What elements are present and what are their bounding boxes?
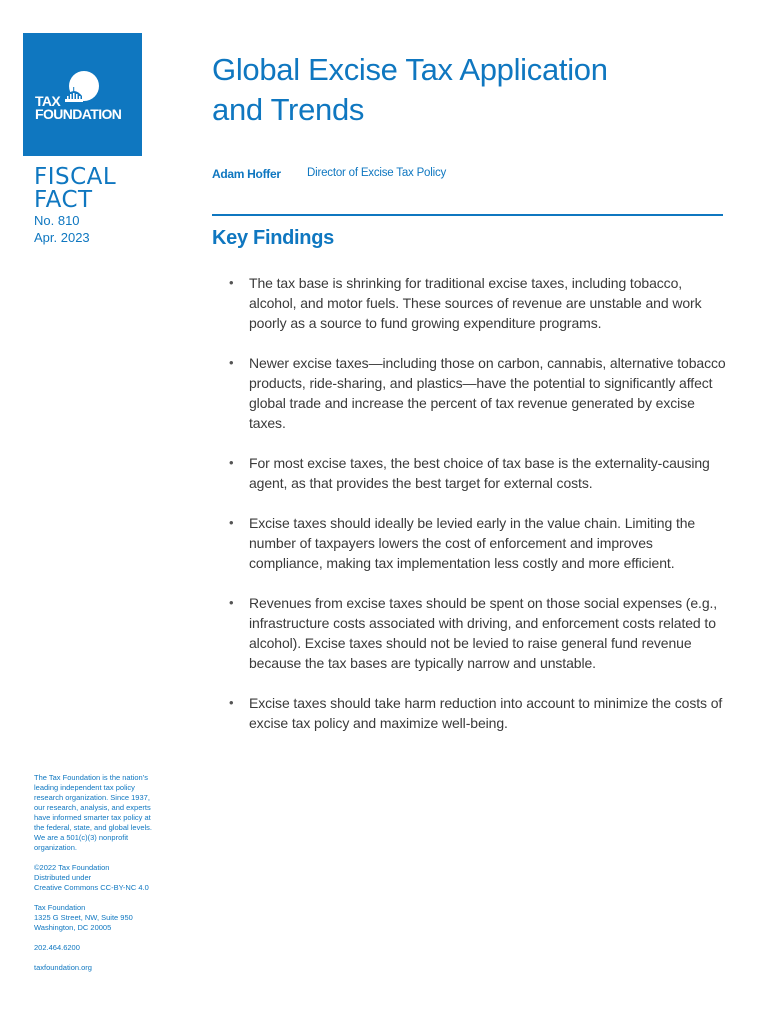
- license-text: Creative Commons CC-BY-NC 4.0: [34, 883, 149, 892]
- copyright-block: [34, 863, 154, 893]
- key-findings-list: [229, 273, 729, 753]
- logo-line-tax: TAX: [35, 93, 61, 109]
- tax-foundation-logo: [23, 33, 142, 156]
- finding-text: The tax base is shrinking for traditional excise taxes, including tobacco, alcohol, and motor fuels. These sources of revenue are unstable and work poorly as a source to fund growing expenditure programs.: [249, 275, 702, 331]
- phone-number: 202.464.6200: [34, 943, 80, 952]
- series-label-line2: FACT: [34, 187, 93, 213]
- title-line2: and Trends: [212, 92, 365, 127]
- section-divider: [212, 214, 723, 216]
- bullet-icon: •: [229, 355, 234, 370]
- address-line1: 1325 G Street, NW, Suite 950: [34, 913, 133, 922]
- finding-item: [229, 453, 729, 493]
- publication-date: Apr. 2023: [34, 230, 90, 245]
- finding-text: Excise taxes should take harm reduction into account to minimize the costs of excise tax policy and maximize well-being.: [249, 695, 723, 731]
- bullet-icon: •: [229, 455, 234, 470]
- title-line1: Global Excise Tax Application: [212, 52, 608, 87]
- finding-item: [229, 353, 729, 433]
- author-role: Director of Excise Tax Policy: [307, 167, 447, 179]
- finding-item: [229, 593, 729, 673]
- logo-wordmark: [35, 95, 121, 121]
- organization-footer: [34, 773, 154, 983]
- finding-text: Excise taxes should ideally be levied early in the value chain. Limiting the number of taxpayers lowers the cost of enforcement and improves compliance, making tax implementation less costly and more efficient.: [249, 515, 696, 571]
- finding-item: [229, 693, 729, 733]
- address-line2: Washington, DC 20005: [34, 923, 112, 932]
- author-row: [212, 167, 447, 181]
- org-name: Tax Foundation: [34, 903, 86, 912]
- finding-text: Newer excise taxes—including those on carbon, cannabis, alternative tobacco products, ride-sharing, and plastics—have the potential to significantly affect global trade and increase the percent of tax revenue generated by excise taxes.: [249, 355, 726, 431]
- finding-text: For most excise taxes, the best choice of tax base is the externality-causing agent, as that provides the best target for external costs.: [249, 455, 710, 491]
- bullet-icon: •: [229, 695, 234, 710]
- address-block: [34, 903, 154, 933]
- distributed-text: Distributed under: [34, 873, 92, 882]
- finding-item: [229, 273, 729, 333]
- copyright-text: ©2022 Tax Foundation: [34, 863, 110, 872]
- bullet-icon: •: [229, 275, 234, 290]
- publication-number: No. 810: [34, 213, 80, 228]
- website-link[interactable]: taxfoundation.org: [34, 963, 92, 972]
- key-findings-heading: Key Findings: [212, 227, 334, 249]
- bullet-icon: •: [229, 595, 234, 610]
- publication-meta: [34, 166, 116, 246]
- page-title: [212, 50, 732, 130]
- logo-line-foundation: FOUNDATION: [35, 106, 122, 122]
- author-name: Adam Hoffer: [212, 167, 281, 181]
- finding-text: Revenues from excise taxes should be spent on those social expenses (e.g., infrastructure costs associated with driving, and enforcement costs related to alcohol). Excise taxes should not be levied to raise general fund revenue because the tax bases are typically narrow and unstable.: [249, 595, 718, 671]
- finding-item: [229, 513, 729, 573]
- bullet-icon: •: [229, 515, 234, 530]
- series-label-line1: FISCAL: [34, 164, 117, 190]
- about-text: The Tax Foundation is the nation’s leading independent tax policy research organization. Since 1937, our research, analysis, and experts have informed smarter tax policy at the federal, state, and global levels. We are a 501(c)(3) nonprofit organization.: [34, 773, 152, 852]
